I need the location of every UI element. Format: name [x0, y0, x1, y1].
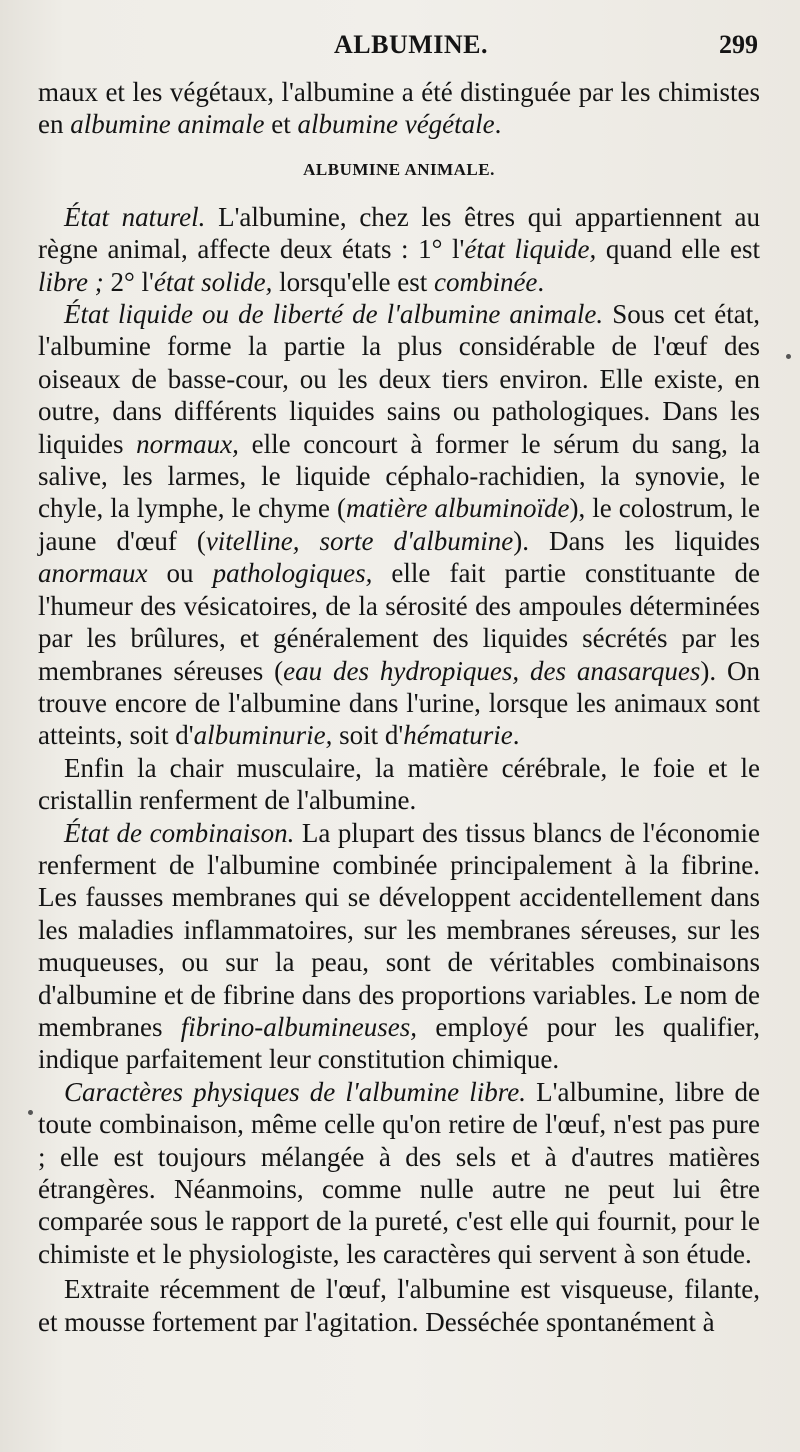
text-run: . — [494, 109, 502, 140]
italic-run: normaux, — [136, 428, 239, 459]
section-heading: ALBUMINE ANIMALE. — [303, 159, 495, 179]
paragraph-etat-combinaison — [38, 817, 760, 1076]
text-run: 2° l' — [103, 266, 154, 297]
text-run: . — [512, 720, 520, 751]
print-speck — [28, 1110, 33, 1115]
text-run: ). On trouve encore de l'albumine dans l'urine, lorsque les animaux sont atteints, soit d' — [38, 655, 760, 751]
paragraph-caracteres — [38, 1076, 760, 1270]
italic-run: libre ; — [38, 266, 104, 297]
paragraph-lead: État naturel. — [64, 201, 206, 232]
text-run: soit d' — [332, 720, 404, 751]
print-speck — [786, 354, 791, 359]
paragraph-lead: État de combinaison. — [64, 817, 295, 848]
text-run: et — [264, 109, 298, 140]
text-run: elle concourt à former le sérum du sang, la salive, les larmes, le liquide céphalo-rachidien, la synovie, le chyle, la lymphe, le chyme ( — [38, 428, 760, 524]
intro-paragraph — [38, 76, 760, 141]
italic-run: pathologiques, — [212, 558, 373, 589]
text-run: ou — [147, 558, 213, 589]
italic-run: anormaux — [38, 558, 148, 589]
italic-run: état solide, — [153, 266, 273, 297]
text-run: La plupart des tissus blancs de l'économie renferment de l'albumine combinée principalement à la fibrine. Les fausses membranes qui se développent accidentellement dans les maladies inflammatoires, sur les membranes séreuses, sur les muqueuses, ou sur la peau, sont de véritables combinaisons d'albumine et de fibrine dans des proportions variables. Le nom de membranes — [38, 817, 760, 1042]
italic-run: hématurie — [403, 720, 513, 751]
italic-run: état liquide, — [464, 234, 597, 265]
text-run: ). Dans les liquides — [513, 525, 760, 556]
text-run: L'albumine, chez les êtres qui appartiennent au règne animal, affecte deux états : 1° l' — [38, 201, 760, 265]
text-run: employé pour les qualifier, indique parfaitement leur constitution chimique. — [38, 1011, 760, 1075]
italic-run: vitelline, sorte d'albumine — [205, 525, 514, 556]
italic-run: albuminurie, — [193, 720, 333, 751]
paragraph-enfin: Enfin la chair musculaire, la matière cérébrale, le foie et le cristallin renferment de l'albumine. — [38, 752, 760, 816]
italic-run: combinée — [433, 266, 538, 297]
running-title: ALBUMINE. — [334, 30, 489, 59]
page-number: 299 — [719, 30, 758, 59]
running-header — [38, 30, 758, 64]
text-run: elle fait partie constituante de l'humeur des vésicatoires, de la sérosité des ampoules déterminées par les brûlures, et généralement des liquides sécrétés par les membranes séreuses ( — [38, 558, 761, 686]
paragraph-etat-liquide — [38, 298, 760, 752]
italic-run: albumine végétale — [297, 109, 495, 140]
text-run: Sous cet état, l'albumine forme la partie la plus considérable de l'œuf des oiseaux de basse-cour, ou les deux tiers environ. Elle existe, en outre, dans différents liquides sains ou pathologiques. Dans les liquides — [38, 299, 760, 459]
text-run: lorsqu'elle est — [272, 266, 434, 297]
text-run: quand elle est — [596, 234, 760, 265]
italic-run: eau des hydropiques, des anasarques — [283, 655, 701, 686]
italic-run: matière albuminoïde — [346, 493, 570, 524]
text-run: maux et les végétaux, l'albumine a été distinguée par les chimistes en — [38, 77, 760, 140]
text-run: . — [537, 266, 545, 297]
paragraph-extraite: Extraite récemment de l'œuf, l'albumine est visqueuse, filante, et mousse fortement par l'agitation. Desséchée spontanément à — [38, 1274, 760, 1337]
text-run: L'albumine, libre de toute combinaison, même celle qu'on retire de l'œuf, n'est pas pure ; elle est toujours mélangée à des sels et à d'autres matières étrangères. Néanmoins, comme nulle autre ne peut lui être comparée sous le rapport de la pureté, c'est elle qui fournit, pour le chimiste et le physiologiste, les caractères qui servent à son étude. — [38, 1076, 761, 1269]
italic-run: albumine animale — [70, 109, 265, 140]
paragraph-etat-naturel — [38, 201, 760, 298]
body-text — [38, 76, 760, 1338]
paragraph-lead: Caractères physiques de l'albumine libre. — [64, 1076, 527, 1107]
italic-run: fibrino-albumineuses, — [180, 1011, 418, 1042]
paragraph-lead: État liquide ou de liberté de l'albumine animale. — [64, 299, 604, 330]
text-run: ), le colostrum, le jaune d'œuf ( — [38, 493, 760, 556]
